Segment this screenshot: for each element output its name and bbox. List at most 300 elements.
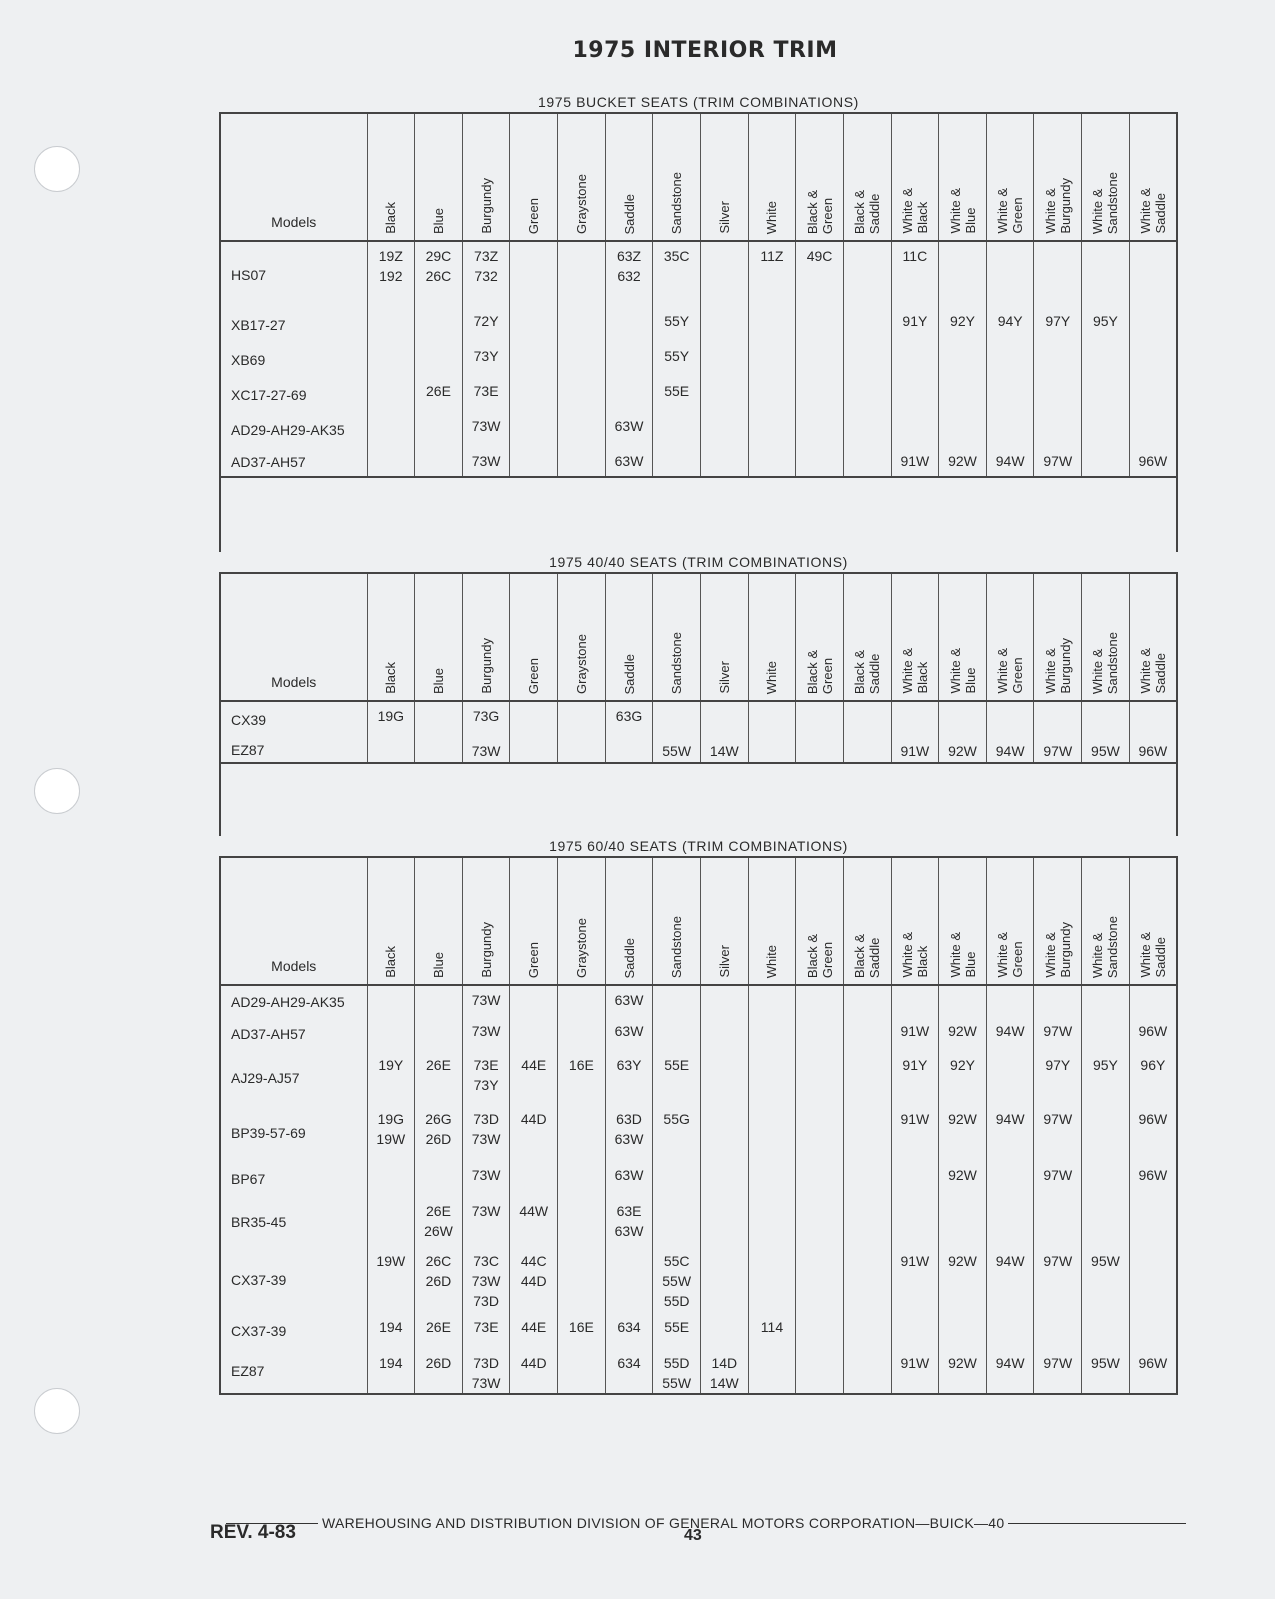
trim-code-cell [986,737,1034,763]
trim-code-cell [367,1313,415,1349]
trim-code-cell [939,1017,987,1051]
table-row [220,1247,1177,1313]
trim-code-cell [891,1349,939,1394]
trim-code-cell [1034,1197,1082,1247]
trim-code-cell [891,307,939,342]
trim-code: 26D [425,1273,452,1289]
color-column-header [939,573,987,701]
trim-code-cell [986,1017,1034,1051]
trim-code: 96W [1138,1111,1168,1127]
trim-code: 63G [615,708,643,724]
trim-code: 92W [948,1111,977,1127]
trim-code: 19G [377,1111,405,1127]
column-label: Silver [716,201,732,234]
model-name: BP67 [220,1161,367,1197]
trim-code-cell [1034,1051,1082,1105]
trim-code-cell [510,1313,558,1349]
trim-code-cell [939,1161,987,1197]
trim-code-cell [986,241,1034,307]
trim-code-cell [558,377,606,412]
trim-code-cell [367,342,415,377]
color-column-header [510,573,558,701]
page-title: 1975 INTERIOR TRIM [572,38,838,63]
color-column-header [1082,113,1130,241]
trim-code-cell [605,342,653,377]
column-label: Graystone [573,174,589,234]
page-number: 43 [684,1527,702,1544]
trim-code-cell [843,1197,891,1247]
trim-code-cell [986,377,1034,412]
trim-code-cell [748,1197,796,1247]
trim-code-cell [558,1105,606,1161]
trim-code-cell [986,1197,1034,1247]
trim-code-cell [558,1051,606,1105]
trim-code-cell [653,1197,701,1247]
trim-code-cell [843,377,891,412]
trim-code-cell [1034,342,1082,377]
trim-code-cell [796,1051,844,1105]
trim-code: 97W [1043,743,1073,759]
trim-code-cell [986,342,1034,377]
table-row [220,342,1177,377]
trim-code-cell [1082,1349,1130,1394]
table-row [220,985,1177,1017]
trim-code: 29C [425,248,452,264]
column-label: White & Saddle [1137,932,1168,978]
trim-code: 73W [471,1273,501,1289]
trim-code-cell [510,701,558,737]
footer-rule-right [1008,1523,1186,1524]
trim-code: 16E [568,1319,594,1335]
trim-code-cell [1034,985,1082,1017]
trim-code: 96W [1138,1355,1168,1371]
trim-code-cell [1129,1313,1177,1349]
trim-code-cell [700,985,748,1017]
model-name: AD29-AH29-AK35 [220,412,367,447]
trim-code-cell [1082,1017,1130,1051]
trim-code-cell [653,737,701,763]
trim-code-cell [1129,701,1177,737]
trim-code-cell [1129,1161,1177,1197]
trim-code-cell [653,412,701,447]
column-label: Saddle [621,193,637,234]
trim-code-cell [891,342,939,377]
trim-code-cell [891,1017,939,1051]
trim-code: 26E [426,1203,451,1219]
column-label: Burgundy [478,922,494,978]
trim-code-cell [1129,307,1177,342]
column-label: Sandstone [669,915,685,978]
trim-code-cell [748,377,796,412]
trim-code-cell [700,1247,748,1313]
color-column-header [462,573,510,701]
trim-code-cell [891,412,939,447]
trim-code-cell [986,412,1034,447]
trim-code-cell [796,307,844,342]
trim-code-cell [939,1051,987,1105]
column-label: Green [526,941,542,978]
trim-code-cell [1082,447,1130,477]
trim-code: 26G [425,1111,452,1127]
trim-code-cell [891,1105,939,1161]
models-header: Models [220,113,367,241]
trim-code: 97W [1043,1253,1073,1269]
trim-code-cell [1082,1161,1130,1197]
trim-code-cell [748,342,796,377]
trim-code-cell [415,1313,463,1349]
trim-code: 55W [662,1273,692,1289]
trim-code-cell [843,1247,891,1313]
column-label: Graystone [573,634,589,694]
trim-code-cell [986,1247,1034,1313]
trim-code-cell [367,1349,415,1394]
trim-code-cell [462,307,510,342]
trim-code-cell [748,1017,796,1051]
trim-code: 94Y [997,313,1023,329]
color-column-header [796,573,844,701]
trim-code-cell [891,1247,939,1313]
trim-code-cell [1129,412,1177,447]
trim-code: 73Z [474,248,499,264]
trim-code-cell [510,985,558,1017]
trim-code-cell [415,241,463,307]
trim-code: 96W [1138,1167,1168,1183]
trim-code-cell [700,342,748,377]
trim-code: 73W [471,1167,501,1183]
trim-code-cell [796,342,844,377]
trim-code-cell [462,342,510,377]
column-label: White & Burgundy [1042,922,1073,978]
column-label: White & Sandstone [1090,631,1121,694]
trim-code: 73E [473,1057,499,1073]
model-name: AD29-AH29-AK35 [220,985,367,1017]
trim-code-cell [605,1017,653,1051]
trim-code: 94W [995,1111,1025,1127]
trim-code-cell [415,701,463,737]
trim-code: 55C [663,1253,690,1269]
column-label: Burgundy [478,638,494,694]
color-column-header [653,857,701,985]
models-header: Models [220,857,367,985]
trim-code-cell [748,1161,796,1197]
color-column-header [367,573,415,701]
trim-code-cell [605,985,653,1017]
trim-code-cell [367,701,415,737]
trim-code-cell [986,1105,1034,1161]
table-row [220,1313,1177,1349]
column-label: Black [383,202,399,234]
trim-code-cell [415,1161,463,1197]
color-column-header [510,113,558,241]
trim-code: 96W [1138,743,1168,759]
trim-code-cell [700,701,748,737]
trim-code-cell [939,701,987,737]
trim-code-cell [1129,737,1177,763]
color-column-header [605,857,653,985]
color-column-header [653,113,701,241]
trim-code: 632 [617,268,641,284]
binder-hole-middle [34,768,80,814]
model-name: CX37-39 [220,1313,367,1349]
trim-code-cell [939,737,987,763]
trim-code-cell [891,1051,939,1105]
color-column-header [367,857,415,985]
color-column-header [558,857,606,985]
trim-code-cell [796,1017,844,1051]
trim-code-cell [462,377,510,412]
trim-code-cell [1129,342,1177,377]
trim-code-cell [748,1349,796,1394]
trim-code: 73G [472,708,500,724]
trim-code-cell [1034,1247,1082,1313]
color-column-header [1034,573,1082,701]
color-column-header [939,857,987,985]
column-label: White [764,200,780,234]
color-column-header [843,857,891,985]
trim-code-cell [367,1051,415,1105]
trim-code: 44C [520,1253,547,1269]
trim-code-cell [891,241,939,307]
trim-code-cell [558,1197,606,1247]
trim-code-cell [939,1197,987,1247]
column-label: White & Saddle [1137,188,1168,234]
trim-code-cell [939,1105,987,1161]
trim-code: 55E [664,1319,690,1335]
trim-code: 63Y [616,1057,642,1073]
trim-code: 73Y [473,348,499,364]
trim-code: 55Y [664,313,690,329]
column-label: White & Saddle [1137,648,1168,694]
trim-code-cell [462,985,510,1017]
column-label: White & Green [995,648,1026,694]
trim-code: 732 [474,268,498,284]
trim-code-cell [510,1349,558,1394]
trim-code: 55G [663,1111,690,1127]
table-row [220,377,1177,412]
trim-code-cell [1082,377,1130,412]
trim-code-cell [1129,241,1177,307]
trim-code-cell [1129,1051,1177,1105]
trim-code-cell [796,1105,844,1161]
trim-code-cell [1129,1017,1177,1051]
trim-code-cell [1082,1247,1130,1313]
trim-code-cell [605,241,653,307]
binder-hole-top [34,146,80,192]
trim-code: 44D [520,1355,547,1371]
trim-code: 63W [614,418,644,434]
column-label: Black & Saddle [852,189,883,234]
trim-code: 92W [948,453,977,469]
trim-code-cell [653,1051,701,1105]
color-column-header [700,113,748,241]
color-column-header [796,113,844,241]
trim-code-cell [843,985,891,1017]
trim-code-cell [1034,307,1082,342]
trim-code-cell [700,1051,748,1105]
column-label: Black & Saddle [852,649,883,694]
trim-code-cell [605,701,653,737]
trim-code-cell [700,241,748,307]
trim-code: 73W [471,453,501,469]
trim-code-cell [1129,1247,1177,1313]
trim-code-cell [939,1349,987,1394]
trim-code-cell [462,1349,510,1394]
model-name: EZ87 [220,737,367,763]
trim-code: 96Y [1140,1057,1166,1073]
trim-code-cell [891,1313,939,1349]
trim-code-cell [843,1105,891,1161]
trim-code: 73E [473,383,499,399]
trim-code-cell [462,1313,510,1349]
trim-code: 192 [379,268,403,284]
trim-code-cell [939,447,987,477]
column-label: Silver [716,661,732,694]
trim-code-cell [653,1247,701,1313]
trim-code: 55E [664,383,690,399]
trim-code-cell [986,307,1034,342]
trim-code-cell [462,1197,510,1247]
trim-code-cell [653,1161,701,1197]
trim-code: 26D [425,1131,452,1147]
trim-code-cell [367,1247,415,1313]
trim-code-cell [653,1017,701,1051]
trim-code: 91Y [902,1057,928,1073]
trim-code-cell [462,241,510,307]
trim-code-cell [1082,1051,1130,1105]
trim-code: 26C [425,268,452,284]
trim-code: 97W [1043,1111,1073,1127]
trim-code-cell [700,412,748,447]
trim-code-cell [605,737,653,763]
trim-code: 73W [471,743,501,759]
trim-code-cell [843,241,891,307]
column-label: Black & Green [804,933,835,978]
trim-code-cell [1034,412,1082,447]
trim-code-cell [1082,241,1130,307]
color-column-header [415,857,463,985]
trim-code-cell [605,1105,653,1161]
column-label: Black & Green [804,189,835,234]
color-column-header [1129,573,1177,701]
color-column-header [700,857,748,985]
trim-code-cell [796,377,844,412]
trim-code-cell [605,412,653,447]
color-column-header [891,113,939,241]
trim-code-cell [700,1197,748,1247]
trim-code-cell [748,307,796,342]
trim-code-cell [843,1313,891,1349]
trim-code-cell [367,1161,415,1197]
model-name: AD37-AH57 [220,1017,367,1051]
color-column-header [843,113,891,241]
trim-code-cell [748,412,796,447]
trim-code-cell [1129,985,1177,1017]
trim-code: 73D [473,1293,499,1309]
trim-code: 26D [425,1355,452,1371]
trim-code-cell [700,377,748,412]
column-label: White [764,944,780,978]
column-label: White & Blue [947,188,978,234]
trim-code-cell [796,1161,844,1197]
trim-code-cell [510,377,558,412]
trim-code-cell [986,1051,1034,1105]
trim-code: 14W [709,1375,739,1391]
column-label: Green [526,197,542,234]
column-label: White & Burgundy [1042,638,1073,694]
trim-code-cell [939,307,987,342]
trim-code: 73E [473,1319,499,1335]
trim-code-cell [510,342,558,377]
trim-code-cell [415,342,463,377]
trim-code-cell [605,1313,653,1349]
trim-code: 91Y [902,313,928,329]
table-row [220,1105,1177,1161]
trim-code-cell [510,1161,558,1197]
trim-code-cell [891,1161,939,1197]
trim-code-cell [891,377,939,412]
trim-code-cell [796,701,844,737]
color-column-header [653,573,701,701]
trim-code-cell [1034,701,1082,737]
table-caption: 1975 40/40 SEATS (TRIM COMBINATIONS) [549,554,848,570]
model-name: CX39 [220,701,367,737]
trim-code: 92Y [950,313,975,329]
trim-table [219,572,1178,764]
trim-code-cell [415,307,463,342]
footer-text: WAREHOUSING AND DISTRIBUTION DIVISION OF GENERAL MOTORS CORPORATION—BUICK—40 [322,1515,1005,1531]
trim-code-cell [415,377,463,412]
trim-code: 44E [521,1319,547,1335]
trim-code: 63W [614,1223,644,1239]
trim-code-cell [367,447,415,477]
model-name: AJ29-AJ57 [220,1051,367,1105]
trim-code-cell [796,1247,844,1313]
trim-code-cell [367,1105,415,1161]
trim-code-cell [843,1017,891,1051]
trim-code: 92W [948,1253,977,1269]
column-label: Blue [430,951,446,978]
trim-code: 19Y [378,1057,404,1073]
trim-code: 63W [614,453,644,469]
trim-code-cell [367,985,415,1017]
trim-code: 63W [614,992,644,1008]
color-column-header [510,857,558,985]
trim-code: 14W [709,743,739,759]
trim-code: 26W [424,1223,453,1239]
trim-code: 55W [662,1375,692,1391]
color-column-header [939,113,987,241]
trim-code-cell [796,412,844,447]
column-label: White & Black [899,648,930,694]
trim-code-cell [605,1161,653,1197]
model-name: XC17-27-69 [220,377,367,412]
trim-code-cell [986,985,1034,1017]
trim-code-cell [843,447,891,477]
trim-code-cell [1034,377,1082,412]
trim-code-cell [462,412,510,447]
trim-code-cell [843,1161,891,1197]
trim-code: 96W [1138,453,1168,469]
trim-tables [219,92,1178,1395]
trim-code: 26C [425,1253,452,1269]
trim-code: 26E [426,1057,451,1073]
trim-code: 95W [1091,1355,1120,1371]
trim-code: 55D [663,1355,690,1371]
column-label: White & Green [995,932,1026,978]
trim-code-cell [1034,1161,1082,1197]
trim-code-cell [700,1105,748,1161]
trim-code: 95W [1091,743,1120,759]
